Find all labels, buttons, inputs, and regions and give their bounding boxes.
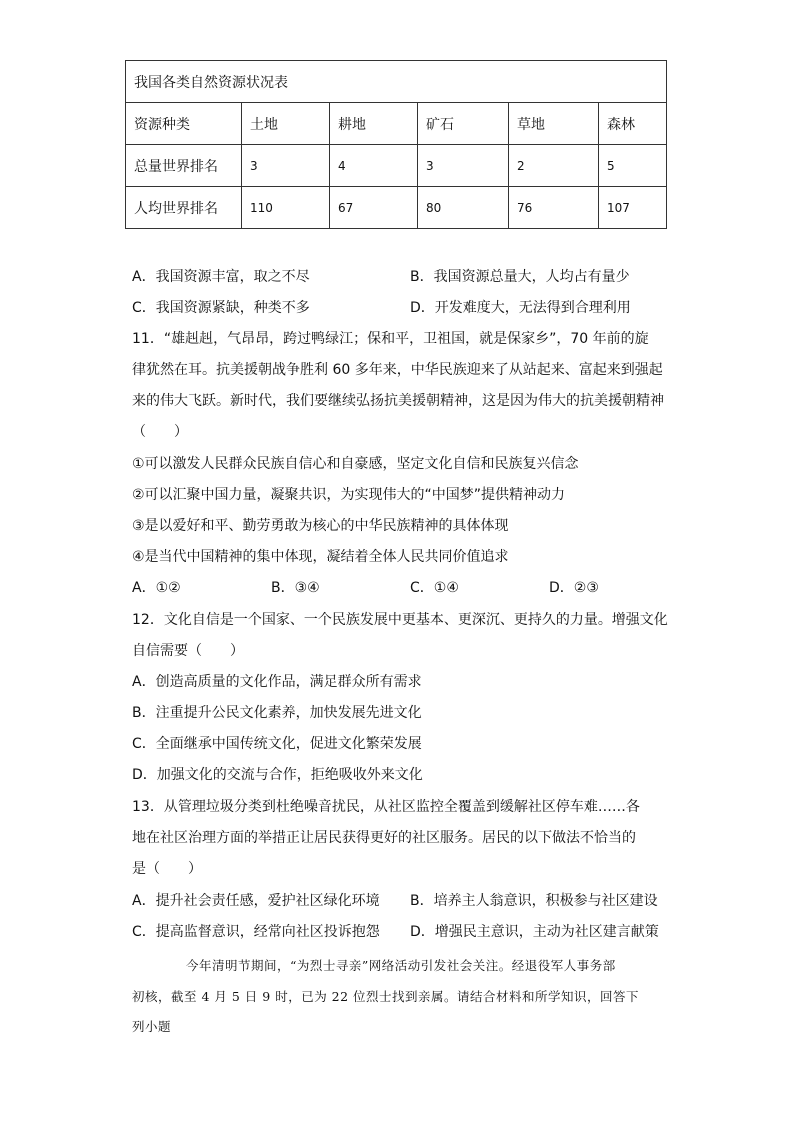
q13-option-d: D．增强民主意识，主动为社区建言献策 bbox=[410, 924, 659, 940]
material-line: 今年清明节期间，“为烈士寻亲”网络活动引发社会关注。经退役军人事务部 bbox=[186, 958, 616, 973]
q13-stem-line: 是（ ） bbox=[132, 861, 202, 877]
q11-statement-2: ②可以汇聚中国力量，凝聚共识，为实现伟大的“中国梦”提供精神动力 bbox=[132, 487, 566, 503]
table-cell: 人均世界排名 bbox=[126, 187, 242, 229]
q11-statement-3: ③是以爱好和平、勤劳勇敢为核心的中华民族精神的具体体现 bbox=[132, 518, 509, 534]
q10-option-c: C．我国资源紧缺，种类不多 bbox=[132, 300, 310, 316]
material-line: 列小题 bbox=[132, 1019, 172, 1034]
q12-stem-line: 12．文化自信是一个国家、一个民族发展中更基本、更深沉、更持久的力量。增强文化 bbox=[132, 612, 668, 628]
resource-table bbox=[125, 60, 667, 229]
q11-option-a: A．①② bbox=[132, 580, 181, 596]
table-cell: 森林 bbox=[599, 103, 667, 145]
table-cell: 3 bbox=[242, 145, 330, 187]
table-caption: 我国各类自然资源状况表 bbox=[126, 61, 667, 103]
q12-stem-line: 自信需要（ ） bbox=[132, 643, 244, 659]
q11-stem-line: 律犹然在耳。抗美援朝战争胜利 60 多年来，中华民族迎来了从站起来、富起来到强起 bbox=[132, 362, 663, 378]
table-cell: 5 bbox=[599, 145, 667, 187]
table-cell: 110 bbox=[242, 187, 330, 229]
q12-option-a: A．创造高质量的文化作品，满足群众所有需求 bbox=[132, 674, 422, 690]
table-cell: 80 bbox=[418, 187, 509, 229]
table-cell: 矿石 bbox=[418, 103, 509, 145]
table-cell: 资源种类 bbox=[126, 103, 242, 145]
material-line: 初核，截至 4 月 5 日 9 时，已为 22 位烈士找到亲属。请结合材料和所学知识，回答下 bbox=[132, 989, 640, 1004]
table-row bbox=[126, 145, 667, 187]
table-cell: 草地 bbox=[509, 103, 599, 145]
q11-option-c: C．①④ bbox=[410, 580, 459, 596]
q10-option-d: D．开发难度大，无法得到合理利用 bbox=[410, 300, 631, 316]
q11-stem-line: 11．“雄赳赳，气昂昂，跨过鸭绿江；保和平，卫祖国，就是保家乡”，70 年前的旋 bbox=[132, 331, 649, 347]
q13-stem-line: 地在社区治理方面的举措正让居民获得更好的社区服务。居民的以下做法不恰当的 bbox=[132, 830, 636, 846]
q10-option-a: A．我国资源丰富，取之不尽 bbox=[132, 269, 310, 285]
table-caption-row bbox=[126, 61, 667, 103]
q12-option-d: D．加强文化的交流与合作，拒绝吸收外来文化 bbox=[132, 767, 423, 783]
table-cell: 107 bbox=[599, 187, 667, 229]
table-cell: 总量世界排名 bbox=[126, 145, 242, 187]
q12-option-b: B．注重提升公民文化素养，加快发展先进文化 bbox=[132, 705, 422, 721]
table-cell: 土地 bbox=[242, 103, 330, 145]
table-row bbox=[126, 187, 667, 229]
table-cell: 2 bbox=[509, 145, 599, 187]
table-cell: 3 bbox=[418, 145, 509, 187]
q11-option-d: D．②③ bbox=[549, 580, 599, 596]
q11-answer-blank: （ ） bbox=[132, 424, 188, 440]
q13-option-b: B．培养主人翁意识，积极参与社区建设 bbox=[410, 893, 658, 909]
q13-option-c: C．提高监督意识，经常向社区投诉抱怨 bbox=[132, 924, 380, 940]
table-cell: 4 bbox=[330, 145, 418, 187]
table-row bbox=[126, 103, 667, 145]
q11-option-b: B．③④ bbox=[271, 580, 320, 596]
q13-option-a: A．提升社会责任感，爱护社区绿化环境 bbox=[132, 893, 380, 909]
q13-stem-line: 13．从管理垃圾分类到杜绝噪音扰民，从社区监控全覆盖到缓解社区停车难……各 bbox=[132, 799, 640, 815]
q12-option-c: C．全面继承中国传统文化，促进文化繁荣发展 bbox=[132, 736, 422, 752]
table-cell: 耕地 bbox=[330, 103, 418, 145]
table-cell: 76 bbox=[509, 187, 599, 229]
q11-statement-4: ④是当代中国精神的集中体现，凝结着全体人民共同价值追求 bbox=[132, 549, 509, 565]
q10-option-b: B．我国资源总量大，人均占有量少 bbox=[410, 269, 630, 285]
q11-stem-line: 来的伟大飞跃。新时代，我们要继续弘扬抗美援朝精神，这是因为伟大的抗美援朝精神 bbox=[132, 393, 664, 409]
table-cell: 67 bbox=[330, 187, 418, 229]
q11-statement-1: ①可以激发人民群众民族自信心和自豪感，坚定文化自信和民族复兴信念 bbox=[132, 456, 579, 472]
